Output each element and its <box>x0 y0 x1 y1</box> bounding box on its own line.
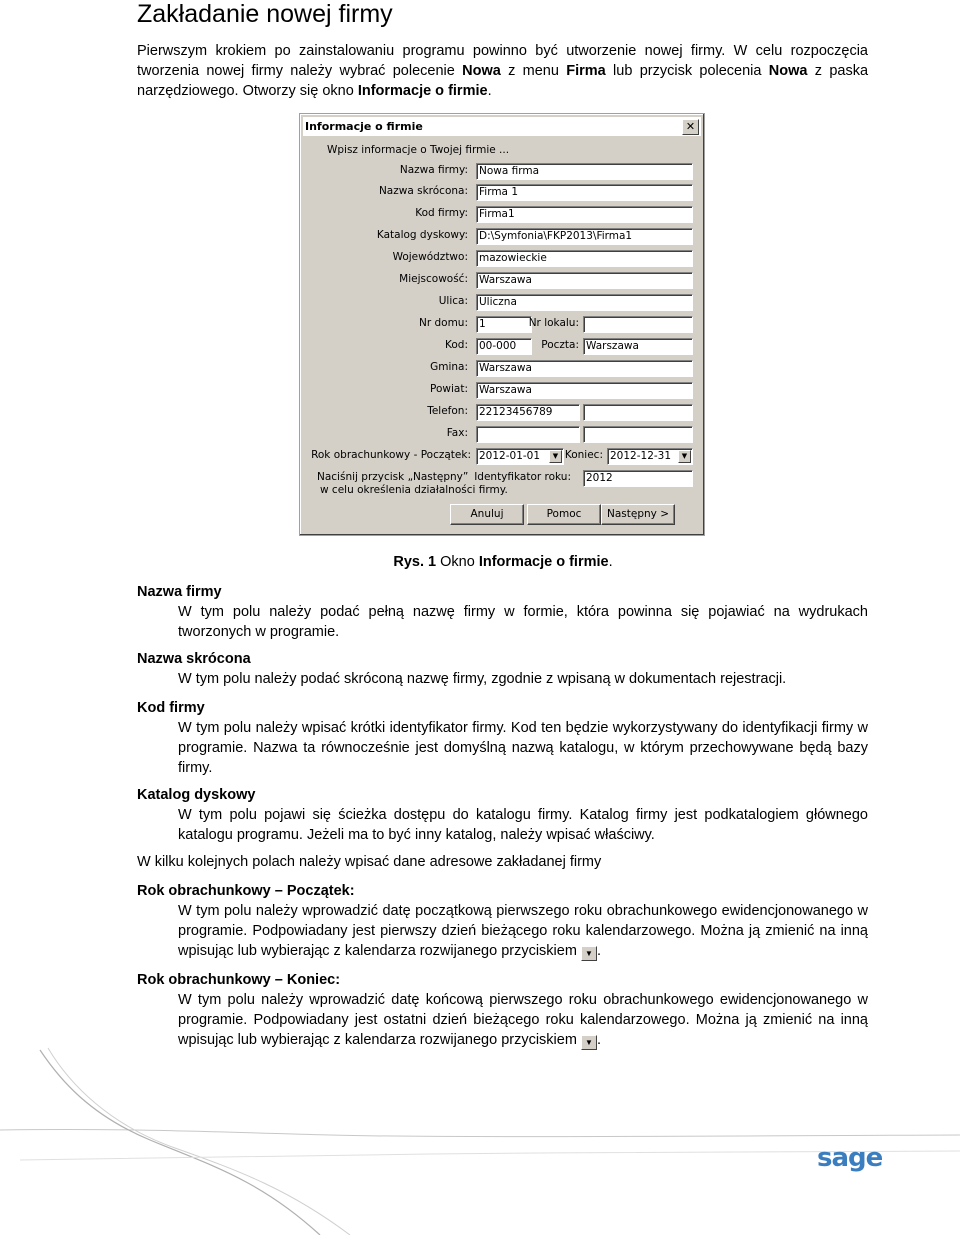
company-info-dialog <box>299 113 705 536</box>
decorative-swoosh <box>0 1040 960 1235</box>
intro-paragraph: Pierwszym krokiem po zainstalowaniu programu powinno być utworzenie nowej firmy. W celu rozpoczęcia tworzenia nowej firmy należy wybrać polecenie Nowa z menu Firma lub przycisk polecenia Nowa z paska narzędziowego. Otworzy się okno Informacje o firmie. <box>137 43 869 99</box>
label-company-code: Kod firmy: <box>415 207 468 219</box>
section-short-name <box>137 649 868 689</box>
section-heading: Nazwa skrócona <box>137 651 251 667</box>
section-fiscal-year-start <box>137 881 868 961</box>
county-input[interactable]: Warszawa <box>476 382 693 399</box>
help-button[interactable]: Pomoc <box>527 504 601 525</box>
street-input[interactable]: Uliczna <box>476 294 693 311</box>
section-body: W tym polu należy podać skróconą nazwę firmy, zgodnie z wpisaną w dokumentach rejestracji. <box>178 671 787 687</box>
city-input[interactable]: Warszawa <box>476 272 693 289</box>
company-code-input[interactable]: Firma1 <box>476 206 693 223</box>
section-disk-directory <box>137 785 868 845</box>
section-company-code <box>137 698 868 778</box>
label-company-name: Nazwa firmy: <box>399 164 468 176</box>
section-heading: Rok obrachunkowy – Początek: <box>137 883 355 899</box>
dialog-titlebar <box>303 117 701 136</box>
dropdown-arrow-icon: ▼ <box>581 946 597 961</box>
section-body: W tym polu należy wpisać krótki identyfikator firmy. Kod ten będzie wykorzystywany do identyfikacji firmy w programie. Nazwa ta równocześnie jest domyślną nazwą katalogu, w którym przechowywane będą bazy firmy. <box>178 720 868 776</box>
cancel-button[interactable]: Anuluj <box>450 504 524 525</box>
label-commune: Gmina: <box>430 361 468 373</box>
section-heading: Katalog dyskowy <box>137 787 256 803</box>
label-short-name: Nazwa skrócona: <box>378 185 468 197</box>
section-company-name <box>137 582 868 642</box>
section-body: W tym polu należy podać pełną nazwę firmy w formie, która powinna się pojawiać na wydrukach tworzonych w programie. <box>178 604 868 640</box>
label-phone: Telefon: <box>427 405 468 417</box>
label-city: Miejscowość: <box>399 273 468 285</box>
label-county: Powiat: <box>430 383 468 395</box>
section-body: W tym polu należy wprowadzić datę końcową pierwszego roku obrachunkowego ewidencjonowanego w programie. Podpowiadany jest ostatni dzień bieżącego roku kalendarzowego. Można ją zmienić na inną wpisując lub wybierając z kalendarza rozwijanego przyciskiem ▼ . <box>178 992 868 1048</box>
dropdown-arrow-icon[interactable]: ▼ <box>678 450 691 463</box>
fiscal-year-end-combo[interactable] <box>607 448 693 465</box>
section-body: W tym polu należy wprowadzić datę początkową pierwszego roku obrachunkowego ewidencjonowanego w programie. Podpowiadany jest pierwszy dzień bieżącego roku kalendarzowego. Można ją zmienić na inną wpisując lub wybierając z kalendarza rozwijanego przyciskiem ▼ . <box>178 903 868 959</box>
apartment-number-input[interactable] <box>583 316 693 333</box>
section-fiscal-year-end <box>137 970 868 1050</box>
label-street: Ulica: <box>438 295 468 307</box>
label-fiscal-year-end: Koniec: <box>564 449 603 461</box>
dialog-title: Informacje o firmie <box>305 120 423 133</box>
fax-2-input[interactable] <box>583 426 693 443</box>
dropdown-arrow-icon[interactable]: ▼ <box>549 450 562 463</box>
phone-2-input[interactable] <box>583 404 693 421</box>
post-office-input[interactable]: Warszawa <box>583 338 693 355</box>
dropdown-arrow-icon: ▼ <box>581 1035 597 1050</box>
page-title: Zakładanie nowej firmy <box>137 0 393 28</box>
label-fiscal-year-start: Rok obrachunkowy - Początek: <box>311 449 471 461</box>
fiscal-year-end-value: 2012-12-31 <box>610 450 672 462</box>
year-identifier-input[interactable]: 2012 <box>583 470 693 487</box>
section-body: W tym polu pojawi się ścieżka dostępu do katalogu firmy. Katalog firmy jest podkatalogiem głównego katalogu programu. Jeżeli ma to być inny katalog, należy wpisać właściwy. <box>178 807 868 843</box>
label-house-number: Nr domu: <box>418 317 468 329</box>
postal-code-input[interactable]: 00-000 <box>476 338 532 355</box>
section-heading: Rok obrachunkowy – Koniec: <box>137 972 341 988</box>
label-year-identifier: Identyfikator roku: <box>474 471 571 483</box>
label-postal-code: Kod: <box>445 339 468 351</box>
close-icon[interactable]: ✕ <box>682 119 699 135</box>
figure-caption: Rys. 1 Okno Informacje o firmie. <box>393 554 613 570</box>
section-heading: Kod firmy <box>137 700 205 716</box>
dialog-prompt: Wpisz informacje o Twojej firmie ... <box>327 144 510 156</box>
label-voivodeship: Województwo: <box>392 251 468 263</box>
fiscal-year-start-combo[interactable] <box>476 448 564 465</box>
label-post-office: Poczta: <box>541 339 579 351</box>
label-apartment-number: Nr lokalu: <box>528 317 579 329</box>
voivodeship-input[interactable]: mazowieckie <box>476 250 693 267</box>
label-disk-directory: Katalog dyskowy: <box>376 229 468 241</box>
fiscal-year-start-value: 2012-01-01 <box>479 450 541 462</box>
next-button[interactable]: Następny > <box>601 504 675 525</box>
disk-directory-input[interactable]: D:\Symfonia\FKP2013\Firma1 <box>476 228 693 245</box>
phone-input[interactable]: 22123456789 <box>476 404 580 421</box>
sage-logo: sage <box>817 1143 883 1173</box>
address-note: W kilku kolejnych polach należy wpisać dane adresowe zakładanej firmy <box>137 854 602 870</box>
short-name-input[interactable]: Firma 1 <box>476 184 693 201</box>
section-heading: Nazwa firmy <box>137 584 222 600</box>
label-fax: Fax: <box>446 427 468 439</box>
company-name-input[interactable]: Nowa firma <box>476 163 693 180</box>
fax-input[interactable] <box>476 426 580 443</box>
house-number-input[interactable]: 1 <box>476 316 532 333</box>
commune-input[interactable]: Warszawa <box>476 360 693 377</box>
next-hint: Naciśnij przycisk „Następny” w celu określenia działalności firmy. <box>317 471 508 496</box>
